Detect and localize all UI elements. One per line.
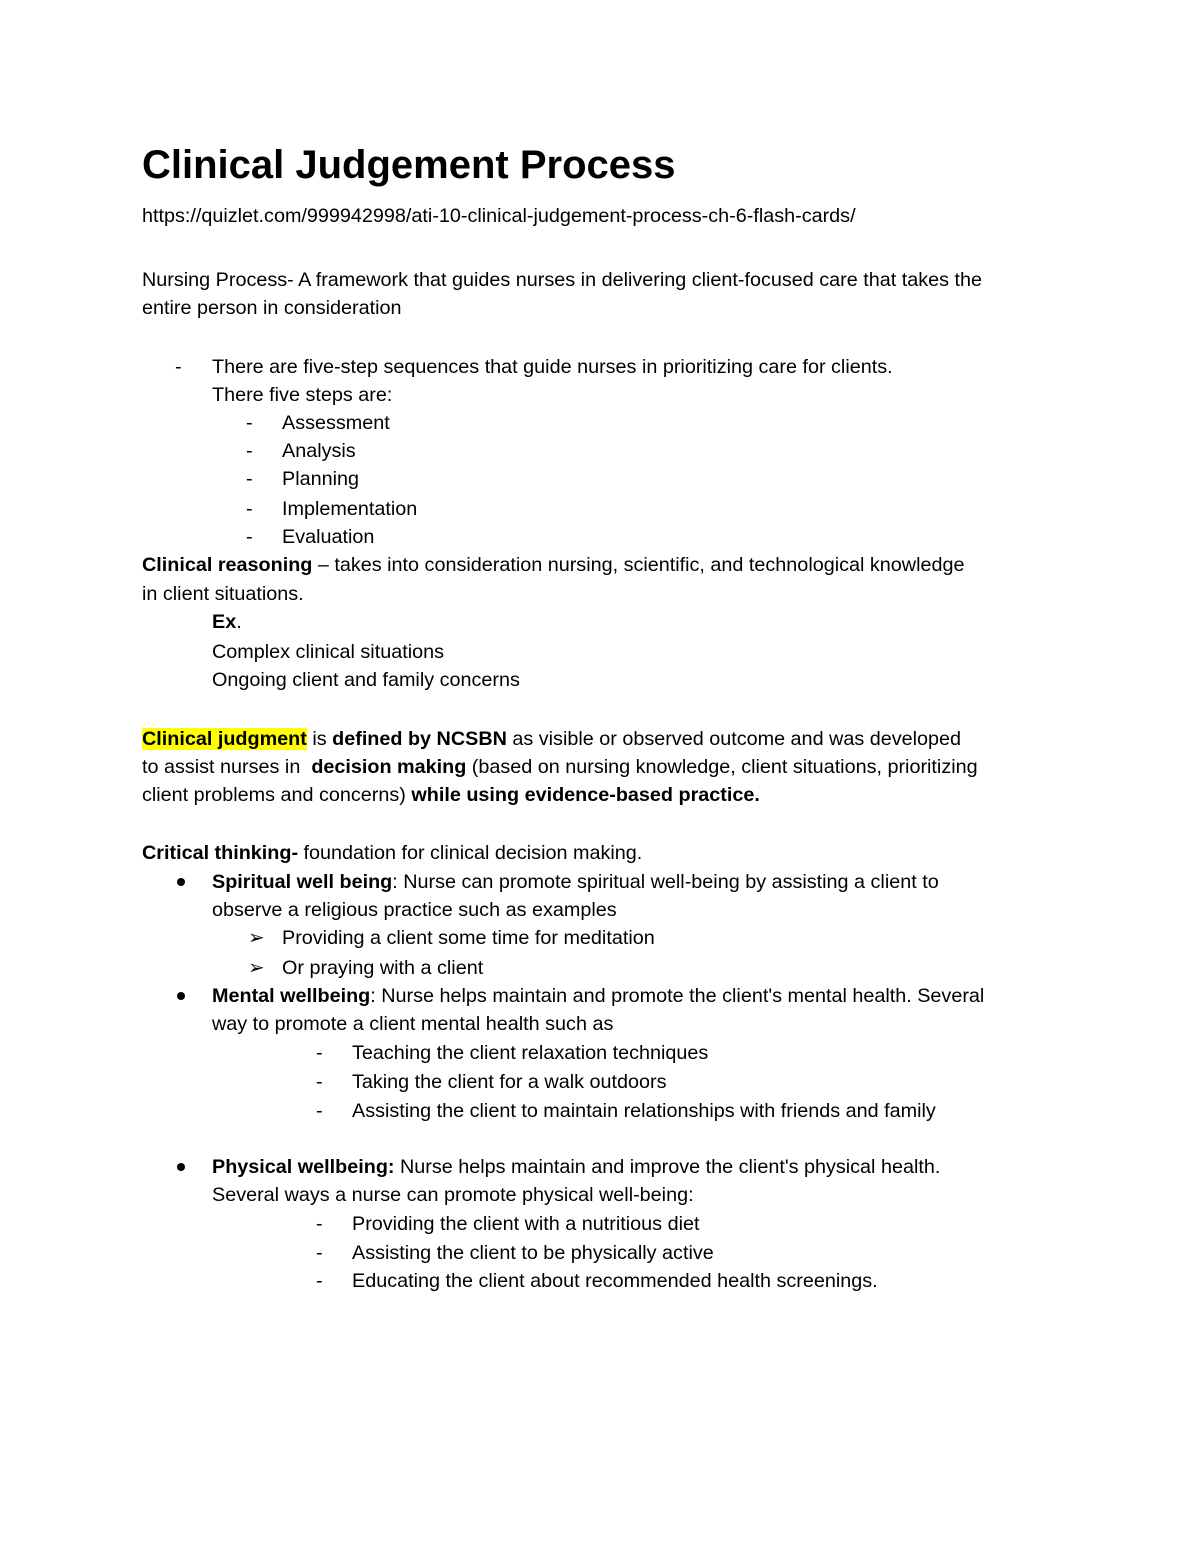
clinical-reasoning-term: Clinical reasoning — [142, 554, 313, 576]
five-step-line-1: There are five-step sequences that guide nurses in prioritizing care for clients. — [212, 356, 893, 378]
source-link[interactable]: https://quizlet.com/999942998/ati-10-clinical-judgement-process-ch-6-flash-cards/ — [142, 205, 856, 227]
decision-making-term: decision making — [311, 756, 467, 778]
spiritual-line-1 — [212, 870, 939, 894]
five-step-line-2: There five steps are: — [212, 384, 393, 406]
step-item: Planning — [282, 468, 359, 490]
clinical-reasoning-line-1 — [142, 553, 964, 577]
physical-line-1 — [212, 1155, 940, 1179]
dash-bullet: - — [175, 356, 182, 378]
mental-def: : Nurse helps maintain and promote the client's mental health. Several — [370, 985, 985, 1007]
bullet-dot-icon — [177, 992, 185, 1000]
example-item: Complex clinical situations — [212, 641, 444, 663]
clinical-judgment-line-3 — [142, 783, 760, 807]
mental-line-1 — [212, 984, 984, 1008]
arrow-bullet-icon: ➢ — [248, 927, 265, 949]
step-item: Evaluation — [282, 526, 375, 548]
mental-line-2: way to promote a client mental health such as — [212, 1013, 614, 1035]
mental-item: Teaching the client relaxation techniques — [352, 1042, 709, 1064]
nursing-process-line-2: entire person in consideration — [142, 297, 402, 319]
dash-bullet: - — [316, 1242, 323, 1264]
bullet-dot-icon — [177, 1163, 185, 1171]
dash-bullet: - — [316, 1100, 323, 1122]
ex-label: Ex — [212, 611, 237, 633]
step-item: Implementation — [282, 498, 418, 520]
clinical-judgment-line-2 — [142, 755, 978, 779]
spiritual-line-2: observe a religious practice such as examples — [212, 899, 617, 921]
example-label — [212, 610, 242, 634]
mental-item: Taking the client for a walk outdoors — [352, 1071, 667, 1093]
arrow-bullet-icon: ➢ — [248, 957, 265, 979]
spiritual-item: Or praying with a client — [282, 957, 484, 979]
critical-thinking-line — [142, 841, 642, 865]
dash-bullet: - — [316, 1071, 323, 1093]
spiritual-term: Spiritual well being — [212, 871, 393, 893]
clinical-reasoning-line-2: in client situations. — [142, 583, 304, 605]
assist-text: to assist nurses in — [142, 756, 312, 778]
step-item: Analysis — [282, 440, 356, 462]
example-item: Ongoing client and family concerns — [212, 669, 520, 691]
dash-bullet: - — [246, 498, 253, 520]
dash-bullet: - — [316, 1213, 323, 1235]
physical-item: Providing the client with a nutritious diet — [352, 1213, 700, 1235]
page-title: Clinical Judgement Process — [142, 143, 676, 187]
physical-def: Nurse helps maintain and improve the client's physical health. — [394, 1156, 941, 1178]
clinical-judgment-line-1 — [142, 727, 961, 751]
physical-term: Physical wellbeing: — [212, 1156, 395, 1178]
dash-bullet: - — [246, 440, 253, 462]
physical-line-2: Several ways a nurse can promote physical well-being: — [212, 1184, 694, 1206]
client-problems-text: client problems and concerns) — [142, 784, 412, 806]
dash-bullet: - — [246, 526, 253, 548]
critical-thinking-def: foundation for clinical decision making. — [298, 842, 643, 864]
nursing-process-line-1: Nursing Process- A framework that guides nurses in delivering client-focused care that takes the — [142, 269, 983, 291]
dash-bullet: - — [246, 468, 253, 490]
physical-item: Educating the client about recommended health screenings. — [352, 1270, 878, 1292]
decision-making-detail: (based on nursing knowledge, client situations, prioritizing — [466, 756, 978, 778]
clinical-judgment-rest: as visible or observed outcome and was developed — [506, 728, 962, 750]
mental-term: Mental wellbeing — [212, 985, 371, 1007]
ex-period: . — [236, 611, 242, 633]
dash-bullet: - — [316, 1270, 323, 1292]
mental-item: Assisting the client to maintain relationships with friends and family — [352, 1100, 936, 1122]
critical-thinking-term: Critical thinking- — [142, 842, 299, 864]
bullet-dot-icon — [177, 878, 185, 886]
dash-bullet: - — [316, 1042, 323, 1064]
dash-bullet: - — [246, 412, 253, 434]
clinical-judgment-term: Clinical judgment — [142, 728, 307, 750]
step-item: Assessment — [282, 412, 390, 434]
physical-item: Assisting the client to be physically active — [352, 1242, 714, 1264]
is-word: is — [306, 728, 333, 750]
defined-by-ncsbn: defined by NCSBN — [332, 728, 507, 750]
evidence-based-practice: while using evidence-based practice. — [411, 784, 760, 806]
spiritual-def: : Nurse can promote spiritual well-being by assisting a client to — [392, 871, 939, 893]
spiritual-item: Providing a client some time for meditation — [282, 927, 655, 949]
clinical-reasoning-def: – takes into consideration nursing, scientific, and technological knowledge — [312, 554, 965, 576]
